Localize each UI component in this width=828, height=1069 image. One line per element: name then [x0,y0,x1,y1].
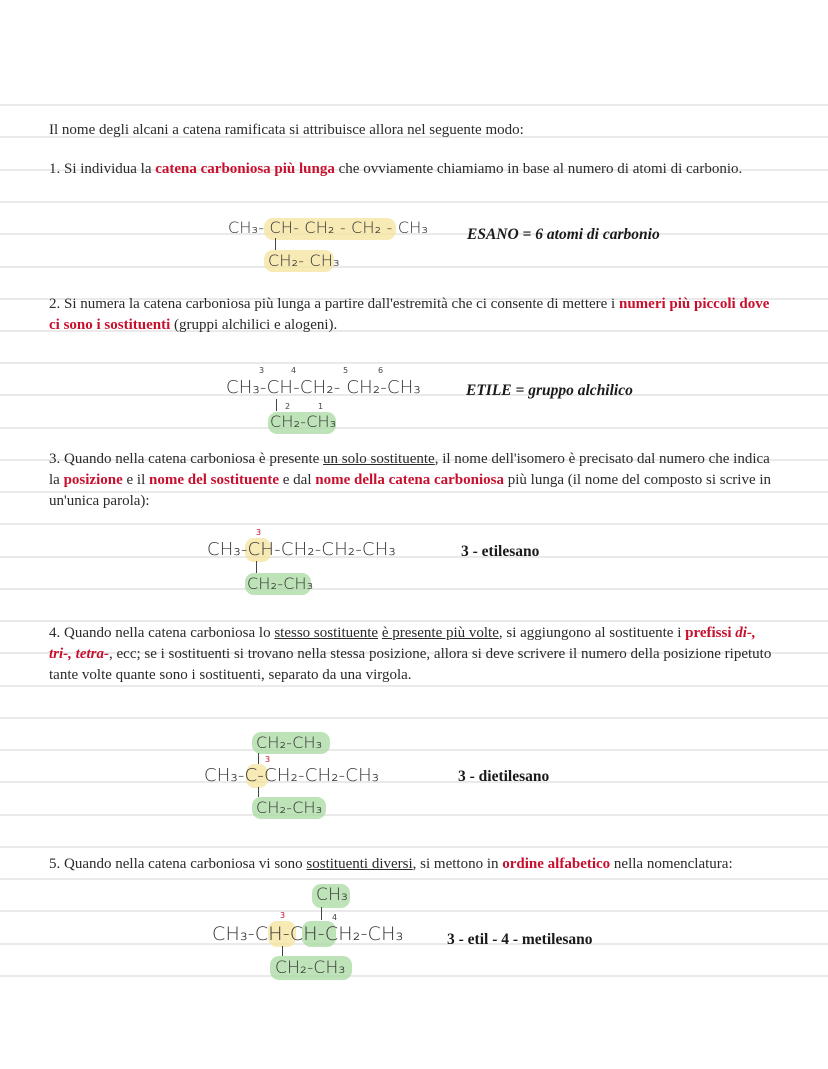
step3-bond [256,561,257,573]
step4-label: 3 - dietilesano [458,768,550,785]
step1-label: ESANO = 6 atomi di carbonio [467,226,660,243]
step2-label: ETILE = gruppo alchilico [466,382,633,399]
step3-formula-branch: CH₂-CH₃ [247,574,314,593]
step4-num: 3 [265,755,271,764]
step5-formula-main: CH₃-CH-CH-CH₂-CH₃ [212,923,404,945]
step3-hl-posizione: posizione [63,472,123,488]
step3-num: 3 [256,528,262,537]
step4-underline-2: è presente più volte [381,625,499,641]
step3-formula-main: CH₃-CH-CH₂-CH₂-CH₃ [207,539,396,560]
step1-text: 1. Si individua la catena carboniosa più lunga che ovviamente chiamiamo in base al numero di atomi di carbonio. [49,161,743,177]
step5-formula-branch: CH₂-CH₃ [275,958,346,978]
step3-text: 3. Quando nella catena carboniosa è presente un solo sostituente, il nome dell'isomero è precisato dal numero che indica la posizione e il nome del sostituente e dal nome della catena carboniosa più lunga (il nome del composto si scrive in un'unica parola): [49,451,772,509]
step5-underline: sostituenti diversi [306,856,413,872]
step3-underline: un solo sostituente [323,451,435,467]
step2-formula-main: CH₃-CH-CH₂- CH₂-CH₃ [226,377,421,398]
step5-num-4: 4 [332,913,338,922]
step1-bond [275,238,276,250]
step4-bond-top [258,753,259,764]
step4-formula-main: CH₃-C-CH₂-CH₂-CH₃ [204,765,380,786]
step1-formula-main: CH₃- CH- CH₂ - CH₂ - CH₃ [228,218,429,237]
step4-text: 4. Quando nella catena carboniosa lo stesso sostituente è presente più volte, si aggiungono al sostituente i prefissi di-, tri-, tetra-, ecc; se i sostituenti si trovano nella stessa posizione, allora si deve scrivere il numero della posizione ripetuto tante volte quante sono i sostituenti, separato da una virgola. [49,625,772,683]
step3-hl-sostituente: nome del sostituente [149,472,280,488]
step4-underline-1: stesso sostituente [274,625,379,641]
step5-num-3: 3 [280,911,286,920]
step2-num-3: 3 [259,366,265,375]
step5-label: 3 - etil - 4 - metilesano [447,931,593,948]
step2-num-1: 1 [318,402,324,411]
step2-num-4: 4 [291,366,297,375]
step4-hl-prefixes: di-, tri-, tetra- [49,625,756,662]
step3-hl-catena: nome della catena carboniosa [315,472,504,488]
step4-formula-top: CH₂-CH₃ [256,733,323,752]
step2-num-2: 2 [285,402,291,411]
step5-text: 5. Quando nella catena carboniosa vi sono sostituenti diversi, si mettono in ordine alfabetico nella nomenclatura: [49,856,733,872]
step1-highlight: catena carboniosa più lunga [155,161,335,177]
step5-bond-bottom [282,946,283,956]
step2-highlight: numeri più piccoli dove ci sono i sostituenti [49,296,770,333]
step4-hl-prefissi: prefissi [685,625,736,641]
step5-highlight: ordine alfabetico [502,856,611,872]
step2-text: 2. Si numera la catena carboniosa più lunga a partire dall'estremità che ci consente di mettere i numeri più piccoli dove ci sono i sostituenti (gruppi alchilici e alogeni). [49,296,770,333]
step2-bond [276,399,277,411]
step2-formula-branch: CH₂-CH₃ [270,412,337,431]
step2-num-5: 5 [343,366,349,375]
step3-label: 3 - etilesano [461,543,540,560]
step2-num-6: 6 [378,366,384,375]
step1-formula-branch: CH₂- CH₃ [268,251,340,270]
step4-formula-branch: CH₂-CH₃ [256,798,323,817]
step5-formula-top: CH₃ [316,885,349,905]
step5-bond-top [321,907,322,920]
step4-bond-bottom [258,787,259,797]
intro-text: Il nome degli alcani a catena ramificata si attribuisce allora nel seguente modo: [49,122,524,138]
